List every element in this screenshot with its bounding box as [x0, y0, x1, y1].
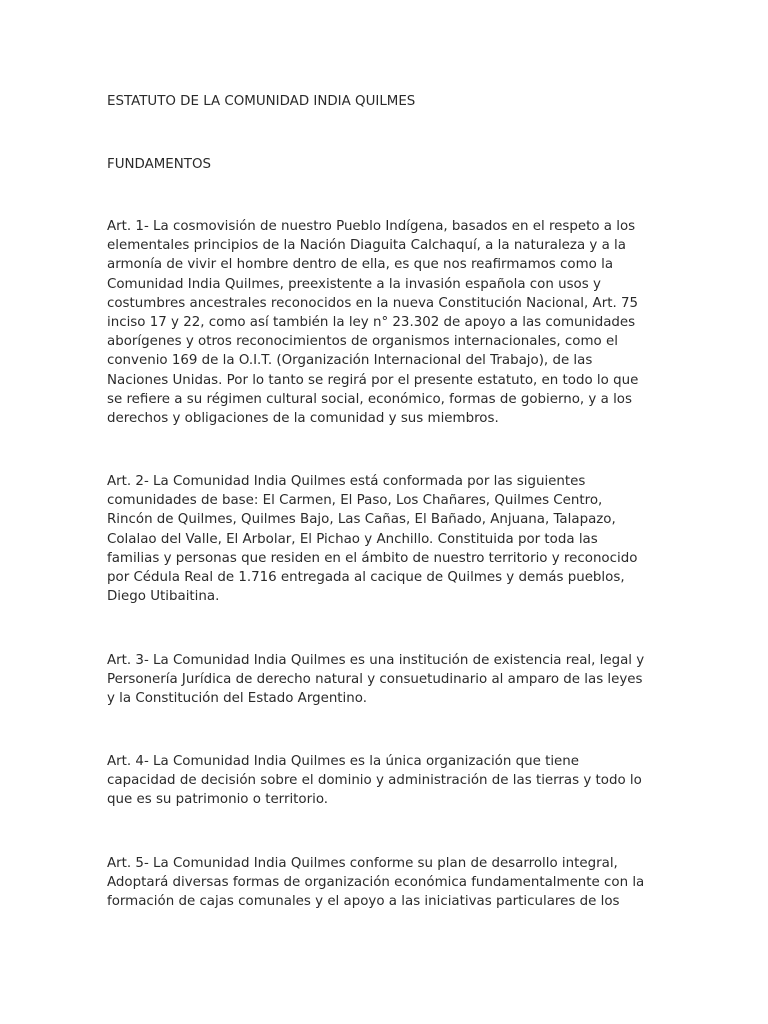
- article-line: Colalao del Valle, El Arbolar, El Pichao y Anchillo. Constituida por toda las: [107, 531, 598, 547]
- article-line: Comunidad India Quilmes, preexistente a la invasión española con usos y: [107, 276, 601, 292]
- article-line: Rincón de Quilmes, Quilmes Bajo, Las Cañas, El Bañado, Anjuana, Talapazo,: [107, 512, 616, 528]
- section-heading: FUNDAMENTOS: [107, 157, 212, 172]
- article-line: Art. 2- La Comunidad India Quilmes está conformada por las siguientes: [107, 474, 586, 489]
- article-4: [107, 752, 667, 810]
- article-line: y la Constitución del Estado Argentino.: [107, 691, 367, 707]
- article-line: costumbres ancestrales reconocidos en la nueva Constitución Nacional, Art. 75: [107, 295, 638, 311]
- article-line: comunidades de base: El Carmen, El Paso, Los Chañares, Quilmes Centro,: [107, 493, 603, 509]
- article-line: se refiere a su régimen cultural social, económico, formas de gobierno, y a los: [107, 391, 632, 407]
- article-line: Art. 4- La Comunidad India Quilmes es la única organización que tiene: [107, 754, 580, 769]
- article-line: inciso 17 y 22, como así también la ley n° 23.302 de apoyo a las comunidades: [107, 315, 636, 331]
- article-line: capacidad de decisión sobre el dominio y administración de las tierras y todo lo: [107, 773, 642, 789]
- article-line: Art. 1- La cosmovisión de nuestro Pueblo Indígena, basados en el respeto a los: [107, 219, 636, 234]
- article-line: que es su patrimonio o territorio.: [107, 792, 329, 808]
- article-line: Naciones Unidas. Por lo tanto se regirá por el presente estatuto, en todo lo que: [107, 372, 639, 388]
- article-line: derechos y obligaciones de la comunidad y sus miembros.: [107, 411, 499, 427]
- article-line: Art. 5- La Comunidad India Quilmes conforme su plan de desarrollo integral,: [107, 856, 618, 871]
- article-2: [107, 472, 667, 606]
- article-5: [107, 854, 667, 912]
- article-line: formación de cajas comunales y el apoyo a las iniciativas particulares de los: [107, 894, 620, 910]
- article-line: Art. 3- La Comunidad India Quilmes es una institución de existencia real, legal y: [107, 653, 645, 668]
- article-3: [107, 651, 667, 709]
- article-line: convenio 169 de la O.I.T. (Organización Internacional del Trabajo), de las: [107, 353, 593, 369]
- article-line: por Cédula Real de 1.716 entregada al cacique de Quilmes y demás pueblos,: [107, 570, 625, 586]
- article-line: Adoptará diversas formas de organización económica fundamentalmente con la: [107, 875, 645, 891]
- article-line: familias y personas que residen en el ámbito de nuestro territorio y reconocido: [107, 550, 638, 566]
- article-line: Personería Jurídica de derecho natural y consuetudinario al amparo de las leyes: [107, 672, 643, 688]
- article-line: Diego Utibaitina.: [107, 589, 220, 605]
- document-title: ESTATUTO DE LA COMUNIDAD INDIA QUILMES: [107, 94, 416, 109]
- article-line: armonía de vivir el hombre dentro de ella, es que nos reafirmamos como la: [107, 257, 614, 273]
- article-1: [107, 217, 667, 428]
- article-line: elementales principios de la Nación Diaguita Calchaquí, a la naturaleza y a la: [107, 238, 626, 254]
- article-line: aborígenes y otros reconocimientos de organismos internacionales, como el: [107, 334, 618, 350]
